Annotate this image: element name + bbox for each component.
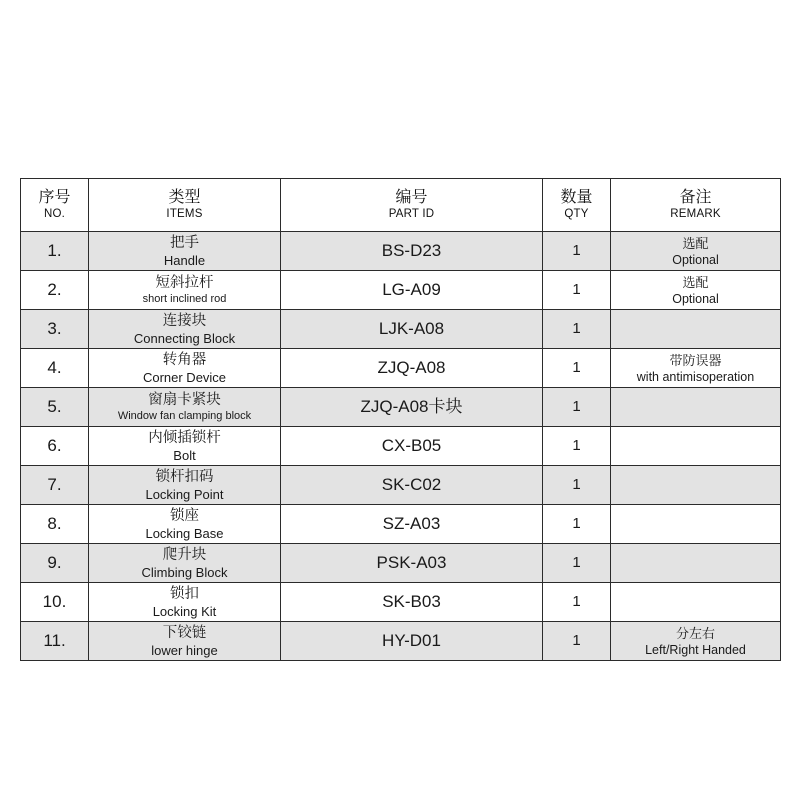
table-header-row [21, 179, 781, 232]
row-item-en: lower hinge [151, 642, 218, 658]
row-remark-en: with antimisoperation [636, 369, 755, 384]
row-remark-cn: 分左右 [675, 625, 715, 641]
row-item-cn: 窗扇卡紧块 [148, 391, 221, 408]
row-qty: 1 [543, 349, 611, 388]
table-row [21, 505, 781, 544]
column-header-remark [611, 179, 781, 232]
row-item [89, 466, 281, 505]
row-remark [611, 310, 781, 349]
table-row [21, 232, 781, 271]
row-item-cn: 连接块 [162, 312, 207, 329]
row-remark [611, 544, 781, 583]
table-row [21, 544, 781, 583]
parts-table-container [20, 178, 780, 661]
row-qty: 1 [543, 544, 611, 583]
table-body [21, 232, 781, 661]
row-remark [611, 583, 781, 622]
row-remark-en: Optional [672, 252, 719, 267]
column-header-no-cn: 序号 [38, 189, 71, 206]
row-number: 5. [21, 388, 89, 427]
row-number: 3. [21, 310, 89, 349]
parts-table [20, 178, 781, 661]
column-header-qty-cn: 数量 [560, 189, 593, 206]
row-item-en: Climbing Block [141, 564, 228, 580]
table-header [21, 179, 781, 232]
column-header-remark-cn: 备注 [679, 189, 712, 206]
column-header-items [89, 179, 281, 232]
row-part-id: BS-D23 [281, 232, 543, 271]
row-item-en: Bolt [173, 447, 196, 463]
row-qty: 1 [543, 310, 611, 349]
row-number: 11. [21, 622, 89, 661]
row-item-cn: 转角器 [162, 351, 207, 368]
table-row [21, 271, 781, 310]
row-part-id: SK-C02 [281, 466, 543, 505]
row-item-en: Handle [163, 252, 206, 268]
row-qty: 1 [543, 466, 611, 505]
row-item-en: Corner Device [142, 369, 227, 385]
row-part-id: CX-B05 [281, 427, 543, 466]
table-row [21, 349, 781, 388]
row-item-cn: 锁杆扣码 [155, 468, 214, 485]
column-header-qty-en: QTY [564, 208, 589, 220]
row-number: 8. [21, 505, 89, 544]
row-qty: 1 [543, 271, 611, 310]
row-item [89, 388, 281, 427]
column-header-part-id [281, 179, 543, 232]
row-number: 2. [21, 271, 89, 310]
row-item-cn: 短斜拉杆 [155, 274, 214, 291]
row-number: 7. [21, 466, 89, 505]
column-header-items-en: ITEMS [166, 208, 203, 220]
row-remark [611, 349, 781, 388]
row-qty: 1 [543, 232, 611, 271]
row-item-en: Locking Kit [152, 603, 217, 619]
row-item-cn: 下铰链 [162, 624, 207, 641]
row-item [89, 427, 281, 466]
row-remark [611, 505, 781, 544]
row-item-cn: 爬升块 [162, 546, 207, 563]
row-part-id: PSK-A03 [281, 544, 543, 583]
row-item [89, 271, 281, 310]
row-part-id: LJK-A08 [281, 310, 543, 349]
row-number: 10. [21, 583, 89, 622]
table-row [21, 388, 781, 427]
row-item-cn: 锁座 [170, 507, 199, 524]
row-item-en: Window fan clamping block [117, 409, 252, 422]
row-item [89, 349, 281, 388]
table-row [21, 427, 781, 466]
row-remark [611, 466, 781, 505]
row-number: 1. [21, 232, 89, 271]
column-header-remark-en: REMARK [670, 208, 721, 220]
row-part-id: SK-B03 [281, 583, 543, 622]
row-qty: 1 [543, 583, 611, 622]
row-remark [611, 232, 781, 271]
column-header-items-cn: 类型 [168, 189, 201, 206]
row-item [89, 505, 281, 544]
table-row [21, 466, 781, 505]
row-item [89, 232, 281, 271]
row-item [89, 310, 281, 349]
table-row [21, 622, 781, 661]
row-remark-cn: 选配 [682, 274, 709, 290]
row-number: 6. [21, 427, 89, 466]
row-number: 9. [21, 544, 89, 583]
row-remark [611, 271, 781, 310]
row-remark-cn: 带防误器 [669, 352, 722, 368]
row-qty: 1 [543, 622, 611, 661]
column-header-part-id-cn: 编号 [395, 189, 428, 206]
row-remark-en: Left/Right Handed [645, 642, 746, 657]
row-item-cn: 内倾插锁杆 [148, 429, 221, 446]
row-item-cn: 锁扣 [170, 585, 199, 602]
row-item-cn: 把手 [170, 234, 199, 251]
row-part-id: SZ-A03 [281, 505, 543, 544]
row-item-en: Connecting Block [133, 330, 236, 346]
row-item-en: Locking Base [145, 525, 224, 541]
row-remark-cn: 选配 [682, 235, 709, 251]
row-remark [611, 427, 781, 466]
row-remark [611, 622, 781, 661]
column-header-no-en: NO. [43, 208, 66, 220]
row-item [89, 622, 281, 661]
table-row [21, 310, 781, 349]
row-qty: 1 [543, 427, 611, 466]
row-item-en: Locking Point [145, 486, 224, 502]
row-part-id: LG-A09 [281, 271, 543, 310]
table-row [21, 583, 781, 622]
row-item-en: short inclined rod [142, 292, 227, 305]
column-header-no [21, 179, 89, 232]
row-part-id: ZJQ-A08 [281, 349, 543, 388]
row-qty: 1 [543, 505, 611, 544]
row-remark-en: Optional [672, 291, 719, 306]
row-item [89, 583, 281, 622]
row-number: 4. [21, 349, 89, 388]
column-header-part-id-en: PART ID [388, 208, 435, 220]
column-header-qty [543, 179, 611, 232]
row-item [89, 544, 281, 583]
row-part-id: HY-D01 [281, 622, 543, 661]
row-qty: 1 [543, 388, 611, 427]
row-remark [611, 388, 781, 427]
row-part-id: ZJQ-A08卡块 [281, 388, 543, 427]
